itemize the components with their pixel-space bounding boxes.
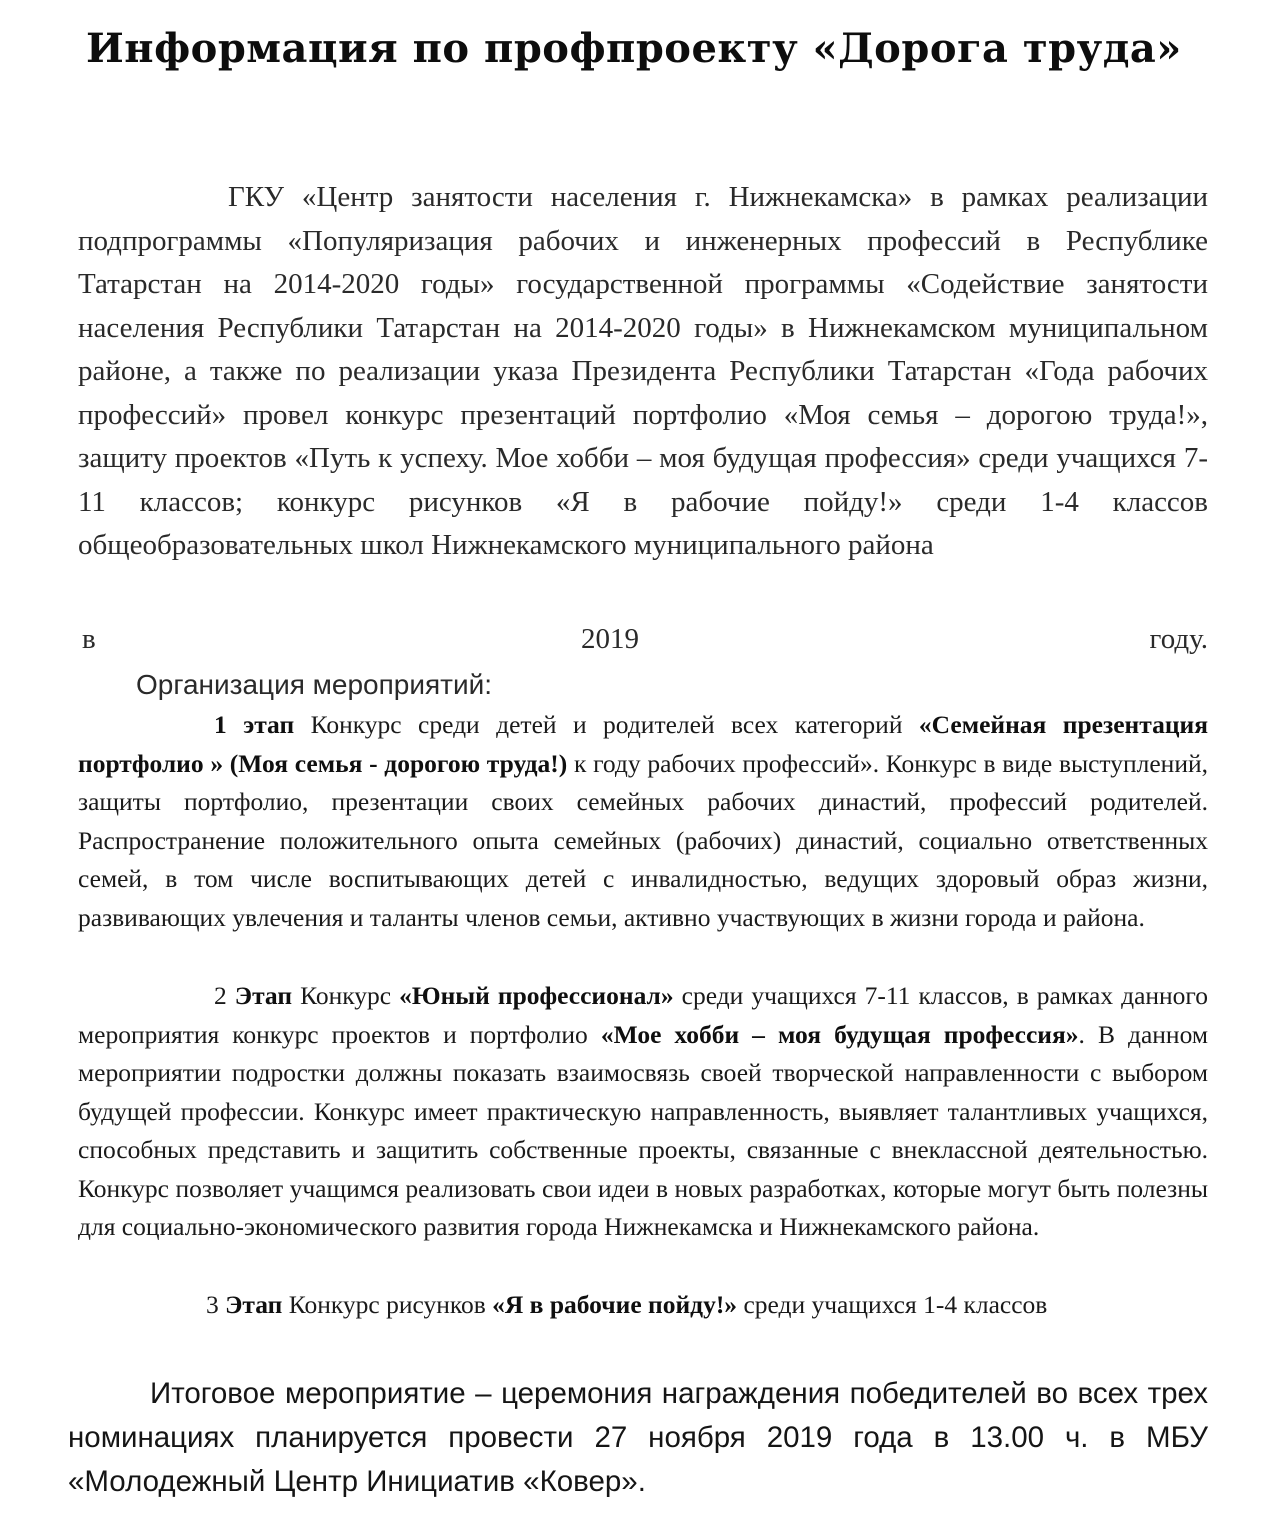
stage-3-contest-name: «Я в рабочие пойду!» — [492, 1290, 738, 1319]
intro-text: ГКУ «Центр занятости населения г. Нижнекамска» в рамках реализации подпрограммы «Популяризация рабочих и инженерных профессий в Республике Татарстан на 2014-2020 годы» государственной программы «Содействие занятости населения Республики Татарстан на 2014-2020 годы» в Нижнекамском муниципальном районе, а также по реализации указа Президента Республики Татарстан «Года рабочих профессий» провел конкурс презентаций портфолио «Моя семья – дорогою труда!», защиту проектов «Путь к успеху. Мое хобби – моя будущая профессия» среди учащихся 7-11 классов; конкурс рисунков «Я в рабочие пойду!» среди 1-4 классов общеобразовательных школ Нижнекамского муниципального района — [78, 181, 1208, 561]
stage-1-text-a: Конкурс среди детей и родителей всех категорий — [294, 710, 919, 739]
document-title: Информация по профпроекту «Дорога труда» — [86, 25, 1182, 72]
stage-1-paragraph — [78, 706, 1208, 937]
stage-2-label: Этап — [234, 981, 293, 1010]
stage-2-text-e: . В данном мероприятии подростки должны показать взаимосвязь своей творческой направленности с выбором будущей профессии. Конкурс имеет практическую направленность, выявляет талантливых учащихся, способных представить и защитить собственные проекты, связанные с внеклассной деятельностью. Конкурс позволяет учащимся реализовать свои идеи в новых разработках, которые могут быть полезны для социально-экономического развития города Нижнекамска и Нижнекамского района. — [78, 1019, 1208, 1241]
intro-tail-preposition: в — [82, 623, 96, 655]
stage-1-label: 1 этап — [214, 710, 295, 739]
intro-tail-year: 2019 — [581, 623, 639, 655]
stage-1-text-c: к году рабочих профессий». Конкурс в виде выступлений, защиты портфолио, презентации своих семейных рабочих династий, профессий родителей. Распространение положительного опыта семейных (рабочих) династий, социально ответственных семей, в том числе воспитывающих детей с инвалидностью, ведущих здоровый образ жизни, развивающих увлечения и таланты членов семьи, активно участвующих в жизни города и района. — [78, 748, 1208, 932]
stage-2-contest-name: «Юный профессионал» — [399, 981, 674, 1010]
stage-1-contest-name: «Семейная презентация портфолио » (Моя семья - дорогою труда!) — [78, 710, 1208, 778]
stage-2-paragraph — [78, 977, 1208, 1247]
intro-tail-end: году. — [1149, 623, 1208, 655]
intro-paragraph — [78, 176, 1208, 568]
stage-2-text-c: среди учащихся 7-11 классов, в рамках данного мероприятия конкурс проектов и портфолио — [78, 981, 1209, 1049]
stage-3-number: 3 — [206, 1290, 219, 1319]
final-text: Итоговое мероприятие – церемония награждения победителей во всех трех номинациях планируется провести 27 ноября 2019 года в 13.00 ч. в МБУ «Молодежный Центр Инициатив «Ковер». — [68, 1377, 1208, 1498]
stage-2-text-a: Конкурс — [292, 981, 400, 1010]
stage-2-project-name: «Мое хобби – моя будущая профессия» — [600, 1019, 1079, 1049]
final-paragraph — [68, 1372, 1208, 1504]
stage-3-label: Этап — [225, 1290, 283, 1319]
stage-2-number: 2 — [214, 981, 227, 1010]
stage-3-line — [206, 1286, 1216, 1325]
intro-tail-line — [78, 618, 1208, 662]
stage-3-text-c: среди учащихся 1-4 классов — [737, 1290, 1048, 1319]
organization-heading: Организация мероприятий: — [136, 669, 493, 700]
stage-3-text-a: Конкурс рисунков — [282, 1290, 493, 1319]
